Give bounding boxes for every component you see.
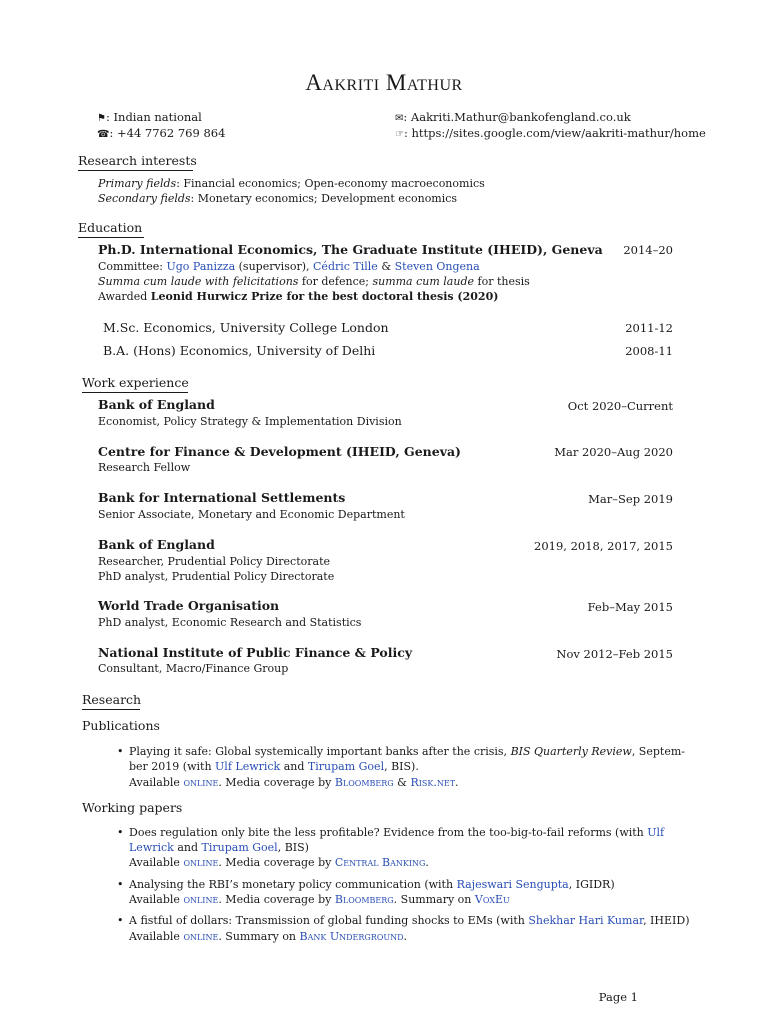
phd-honors xyxy=(98,275,530,288)
pub-text: . xyxy=(455,776,459,789)
coauthor-link[interactable]: Tirupam Goel xyxy=(201,841,278,854)
working-paper-item-line3 xyxy=(129,856,429,869)
bullet-icon: • xyxy=(117,745,124,758)
msc-title: M.Sc. Economics, University College London xyxy=(103,320,389,335)
publication-item-line2 xyxy=(129,760,419,773)
pub-text: . Media coverage by xyxy=(218,776,335,789)
job-role: PhD analyst, Economic Research and Statistics xyxy=(98,616,362,629)
phd-date: 2014–20 xyxy=(623,243,673,257)
job-org: Bank of England xyxy=(98,397,215,412)
email-line[interactable] xyxy=(395,110,631,124)
secondary-fields-line xyxy=(98,192,457,205)
job-date: 2019, 2018, 2017, 2015 xyxy=(534,539,673,553)
honors-part: for defence; xyxy=(298,275,373,288)
working-paper-item xyxy=(129,878,615,891)
job-org: National Institute of Public Finance & Policy xyxy=(98,645,413,660)
job-role: Research Fellow xyxy=(98,461,191,474)
media-link[interactable]: Bloomberg xyxy=(334,776,394,789)
working-paper-item xyxy=(129,914,689,927)
primary-fields-label: Primary fields xyxy=(98,177,177,190)
pointing-hand-icon: ☞ xyxy=(395,129,404,140)
wp-text: and xyxy=(173,841,202,854)
wp-text: . Summary on xyxy=(218,930,300,943)
pub-text: , BIS). xyxy=(384,760,419,773)
advisor-link[interactable]: Steven Ongena xyxy=(394,260,480,273)
pub-date: , Septem- xyxy=(631,745,685,758)
bullet-icon: • xyxy=(117,826,124,839)
wp-text: , BIS) xyxy=(277,841,309,854)
job-date: Mar–Sep 2019 xyxy=(588,492,673,506)
secondary-fields-text: : Monetary economics; Development economics xyxy=(190,192,458,205)
section-education-title: Education xyxy=(78,220,143,235)
pub-text: Available xyxy=(129,776,184,789)
bullet-icon: • xyxy=(117,914,124,927)
coauthor-link[interactable]: Ulf xyxy=(647,826,665,839)
wp-text: Available xyxy=(129,930,184,943)
job-org: Bank for International Settlements xyxy=(98,490,346,505)
phone-line xyxy=(97,126,225,140)
online-link[interactable]: online xyxy=(183,893,219,906)
pub-text: and xyxy=(280,760,308,773)
wp-text: , IGIDR) xyxy=(568,878,615,891)
media-link[interactable]: Risk.net xyxy=(410,776,456,789)
publication-item xyxy=(129,745,685,758)
publication-item-line3 xyxy=(129,776,459,789)
job-date: Feb–May 2015 xyxy=(587,600,673,614)
bullet-icon: • xyxy=(117,878,124,891)
job-role: Consultant, Macro/Finance Group xyxy=(98,662,289,675)
pub-text: ber 2019 (with xyxy=(129,760,216,773)
page-title: Aakriti Mathur xyxy=(305,70,463,95)
coauthor-link[interactable]: Rajeswari Sengupta xyxy=(456,878,569,891)
section-underline xyxy=(78,237,144,238)
pub-journal: BIS Quarterly Review xyxy=(510,745,632,758)
advisor-link[interactable]: Ugo Panizza xyxy=(166,260,236,273)
online-link[interactable]: online xyxy=(183,930,219,943)
section-research-title: Research xyxy=(82,692,142,707)
website-line[interactable] xyxy=(395,126,706,140)
phone-text: : +44 7762 769 864 xyxy=(109,126,226,140)
coauthor-link[interactable]: Ulf Lewrick xyxy=(215,760,281,773)
job-org: World Trade Organisation xyxy=(98,598,280,613)
phd-committee xyxy=(98,260,480,273)
job-org: Bank of England xyxy=(98,537,215,552)
wp-text: . xyxy=(425,856,429,869)
job-date: Nov 2012–Feb 2015 xyxy=(556,647,673,661)
award-prefix: Awarded xyxy=(98,290,151,303)
advisor-link[interactable]: Cédric Tille xyxy=(313,260,378,273)
working-paper-item-line2 xyxy=(129,893,510,906)
job-role: PhD analyst, Prudential Policy Directorate xyxy=(98,570,335,583)
working-paper-item-line2 xyxy=(129,930,407,943)
award-text: Leonid Hurwicz Prize for the best doctoral thesis (2020) xyxy=(150,290,499,303)
media-link[interactable]: Bank Underground xyxy=(299,930,404,943)
publications-heading: Publications xyxy=(82,718,160,733)
job-date: Oct 2020–Current xyxy=(567,399,673,413)
primary-fields-line xyxy=(98,177,485,190)
job-date: Mar 2020–Aug 2020 xyxy=(554,445,673,459)
working-papers-heading: Working papers xyxy=(82,800,183,815)
online-link[interactable]: online xyxy=(183,776,219,789)
wp-title: A fistful of dollars: Transmission of global funding shocks to EMs (with xyxy=(129,914,529,927)
job-org: Centre for Finance & Development (IHEID, Geneva) xyxy=(98,444,461,459)
wp-text: , IHEID) xyxy=(643,914,690,927)
page-number: Page 1 xyxy=(598,990,638,1004)
section-work-title: Work experience xyxy=(82,375,189,390)
ba-title: B.A. (Hons) Economics, University of Delhi xyxy=(103,343,376,358)
envelope-icon: ✉ xyxy=(395,113,404,124)
media-link[interactable]: Bloomberg xyxy=(334,893,394,906)
job-role: Economist, Policy Strategy & Implementation Division xyxy=(98,415,402,428)
section-research-interests-title: Research interests xyxy=(78,153,197,168)
phd-award xyxy=(98,290,498,303)
pub-title: Playing it safe: Global systemically important banks after the crisis, xyxy=(129,745,511,758)
globe-icon: ⚑ xyxy=(97,113,106,124)
phd-title: Ph.D. International Economics, The Graduate Institute (IHEID), Geneva xyxy=(98,242,603,257)
coauthor-link[interactable]: Tirupam Goel xyxy=(307,760,385,773)
phone-icon: ☎ xyxy=(97,129,110,140)
media-link[interactable]: VoxEu xyxy=(474,893,510,906)
nationality-text: : Indian national xyxy=(105,110,202,124)
ampersand: & xyxy=(377,260,395,273)
msc-date: 2011-12 xyxy=(625,321,673,335)
pub-text: & xyxy=(393,776,411,789)
wp-text: Available xyxy=(129,856,184,869)
honors-part: summa cum laude xyxy=(372,275,474,288)
working-paper-item xyxy=(129,826,664,839)
secondary-fields-label: Secondary fields xyxy=(98,192,191,205)
wp-title: Analysing the RBI’s monetary policy communication (with xyxy=(129,878,457,891)
wp-text: . Media coverage by xyxy=(218,856,335,869)
wp-text: . Summary on xyxy=(393,893,475,906)
job-role: Researcher, Prudential Policy Directorate xyxy=(98,555,330,568)
advisor-suffix: (supervisor), xyxy=(235,260,314,273)
section-underline xyxy=(82,709,140,710)
committee-label: Committee: xyxy=(98,260,167,273)
section-underline xyxy=(82,392,188,393)
job-role: Senior Associate, Monetary and Economic Department xyxy=(98,508,405,521)
wp-text: . Media coverage by xyxy=(218,893,335,906)
honors-part: for thesis xyxy=(474,275,530,288)
primary-fields-text: : Financial economics; Open-economy macroeconomics xyxy=(176,177,485,190)
coauthor-link[interactable]: Shekhar Hari Kumar xyxy=(528,914,644,927)
working-paper-item-line2 xyxy=(129,841,309,854)
email-link[interactable]: : Aakriti.Mathur@bankofengland.co.uk xyxy=(403,110,631,124)
nationality-line xyxy=(97,110,202,124)
coauthor-link[interactable]: Lewrick xyxy=(129,841,174,854)
ba-date: 2008-11 xyxy=(625,344,673,358)
section-underline xyxy=(78,170,193,171)
wp-text: Available xyxy=(129,893,184,906)
website-link[interactable]: : https://sites.google.com/view/aakriti-mathur/home xyxy=(403,126,706,140)
wp-text: . xyxy=(403,930,408,943)
online-link[interactable]: online xyxy=(183,856,219,869)
wp-title: Does regulation only bite the less profitable? Evidence from the too-big-to-fail reforms (with xyxy=(129,826,648,839)
media-link[interactable]: Central Banking xyxy=(334,856,426,869)
honors-part: Summa cum laude with felicitations xyxy=(98,275,299,288)
